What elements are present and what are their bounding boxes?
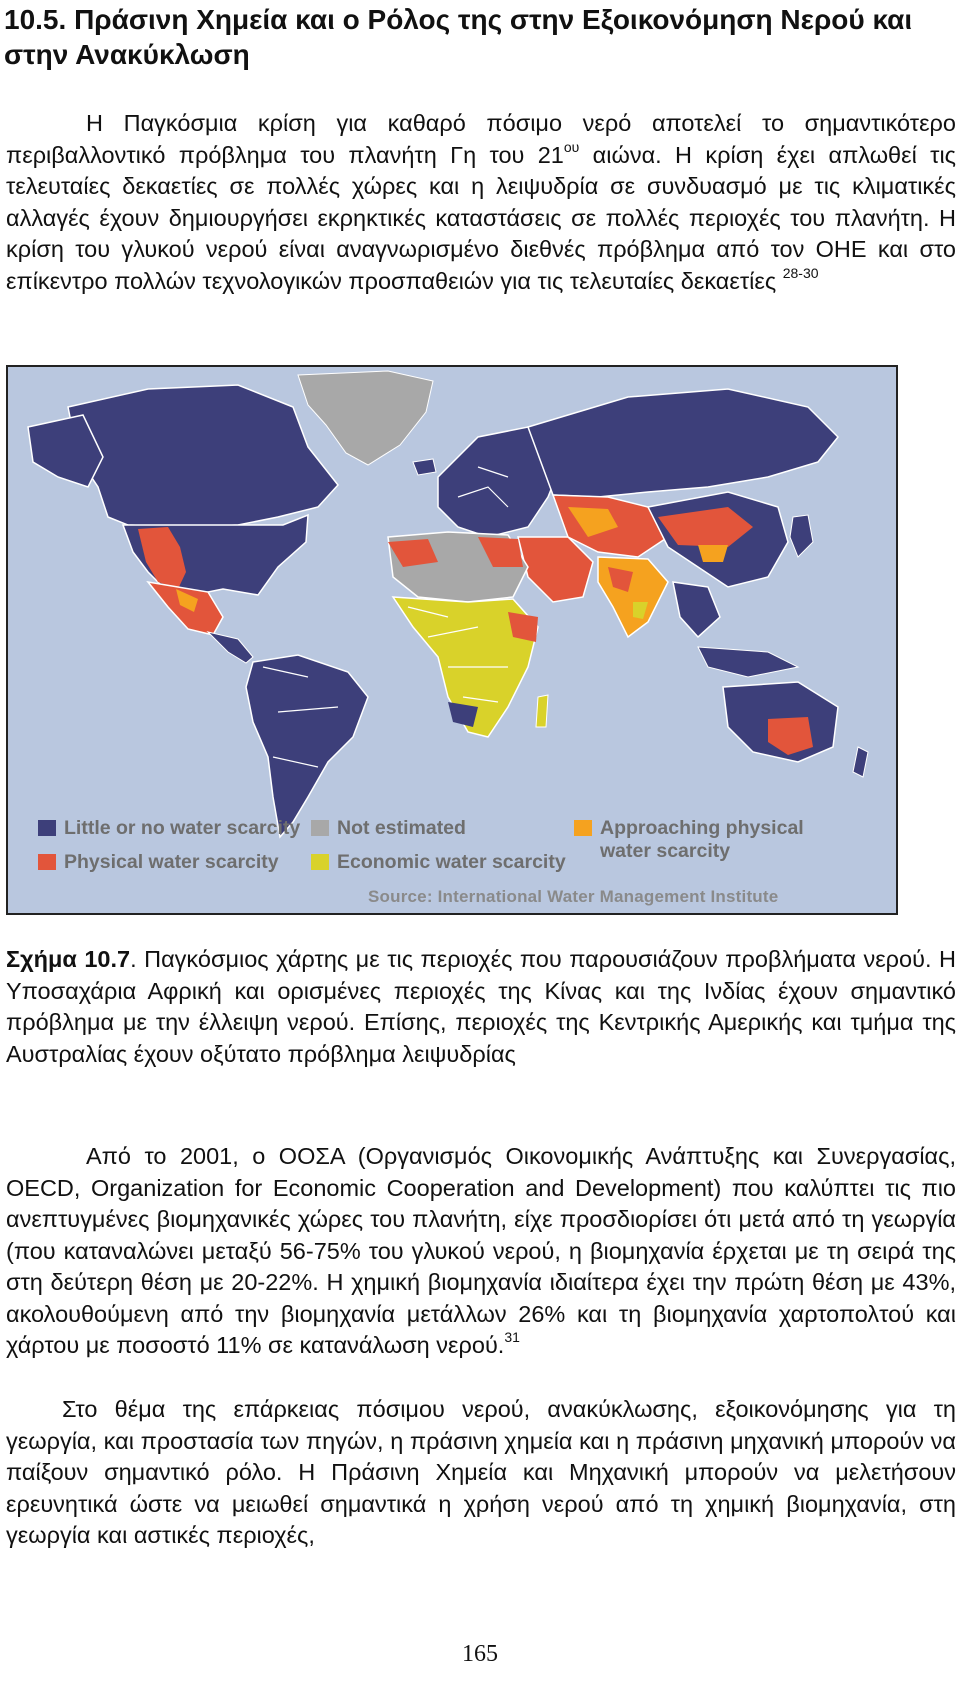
physical-swatch	[38, 854, 56, 870]
world-map	[8, 367, 896, 913]
map-source-credit: Source: International Water Management Institute	[368, 887, 779, 906]
oecd-text: Από το 2001, ο ΟΟΣΑ (Οργανισμός Οικονομικής Ανάπτυξης και Συνεργασίας, OECD, Organization for Economic Cooperation and Development) που καλύπτει τις πιο ανεπτυγμένες βιομηχανικές χώρες του πλανήτη, είχε προσδιορίσει ότι μετά από τη γεωργία (που καταναλώνει μεταξύ 56-75% του γλυκού νερού, η βιομηχανία έρχεται με τη σειρά της στη δεύτερη θέση με 20-22%. Η χημική βιομηχανία ιδιαίτερα έχει την πρώτη θέση με 43%, ακολουθούμενη από την βιομηχανία μετάλλων 26% και τη βιομηχανία χαρτοπολτού και χάρτου με ποσοστό 11% σε κατανάλωση νερού.	[6, 1143, 956, 1358]
reference-28-30: 28-30	[782, 264, 819, 281]
intro-paragraph	[6, 108, 956, 297]
intro-text-a: Η Παγκόσμια κρίση για καθαρό πόσιμο νερό αποτελεί το σημαντικότερο περιβαλλοντικό πρόβλημα του πλανήτη Γη του 21	[6, 110, 956, 168]
oecd-paragraph	[6, 1141, 956, 1362]
little-swatch	[38, 820, 56, 836]
legend-label: Economic water scarcity	[337, 851, 566, 873]
legend-label	[600, 817, 804, 863]
caption-text: . Παγκόσμιος χάρτης με τις περιοχές που παρουσιάζουν προβλήματα νερού. Η Υποσαχάρια Αφρική και ορισμένες περιοχές της Κίνας και της Ινδίας έχουν σημαντικό πρόβλημα με την έλλειψη νερού. Επίσης, περιοχές της Κεντρικής Αμερικής και τμήμα της Αυστραλίας έχουν οξύτατο πρόβλημα λειψυδρίας	[6, 946, 956, 1067]
green-chemistry-text: Στο θέμα της επάρκειας πόσιμου νερού, ανακύκλωσης, εξοικονόμησης για τη γεωργία, και προστασία των πηγών, η πράσινη χημεία και η πράσινη μηχανική μπορούν να παίξουν σημαντικό ρόλο. Η Πράσινη Χημεία και Μηχανική μπορούν να μελετήσουν ερευνητικά ώστε να μειωθεί σημαντικά η χρήση νερού από τη χημική βιομηχανία, στη γεωργία και αστικές περιοχές,	[6, 1396, 956, 1548]
legend-label: Physical water scarcity	[64, 851, 279, 873]
reference-31: 31	[504, 1329, 520, 1345]
legend-label: Little or no water scarcity	[64, 817, 301, 839]
legend-item-not-estimated	[311, 817, 466, 840]
legend-line-1: Approaching physical	[600, 817, 804, 839]
not-estimated-swatch	[311, 820, 329, 836]
intro-text-b: αιώνα. Η κρίση έχει απλωθεί τις τελευταίες δεκαετίες σε πολλές χώρες και η λειψυδρία σε συνδυασμό με τις κλιματικές αλλαγές έχουν δημιουργήσει εκρηκτικές καταστάσεις σε πολλές περιοχές του πλανήτη. Η κρίση του γλυκού νερού είναι αναγνωρισμένο διεθνές πρόβλημα από τον ΟΗΕ και στο επίκεντρο πολλών τεχνολογικών προσπαθειών για τις τελευταίες δεκαετίες	[6, 141, 956, 294]
water-scarcity-map-figure	[6, 365, 898, 915]
legend-item-approaching	[574, 817, 804, 863]
map-legend	[38, 817, 868, 909]
green-chemistry-paragraph	[6, 1394, 956, 1552]
legend-item-little	[38, 817, 300, 840]
page-number: 165	[462, 1641, 498, 1667]
century-superscript: ου	[563, 138, 580, 155]
approaching-swatch	[574, 820, 592, 836]
section-heading	[4, 2, 954, 72]
figure-caption	[6, 944, 956, 1070]
legend-line-2: water scarcity	[600, 840, 731, 862]
legend-item-economic	[311, 851, 566, 874]
section-number: 10.5.	[4, 4, 67, 35]
legend-label: Not estimated	[337, 817, 466, 839]
economic-swatch	[311, 854, 329, 870]
section-title: Πράσινη Χημεία και ο Ρόλος της στην Εξοικονόμηση Νερού και στην Ανακύκλωση	[4, 4, 913, 70]
legend-item-physical	[38, 851, 279, 874]
caption-label: Σχήμα 10.7	[6, 946, 131, 972]
